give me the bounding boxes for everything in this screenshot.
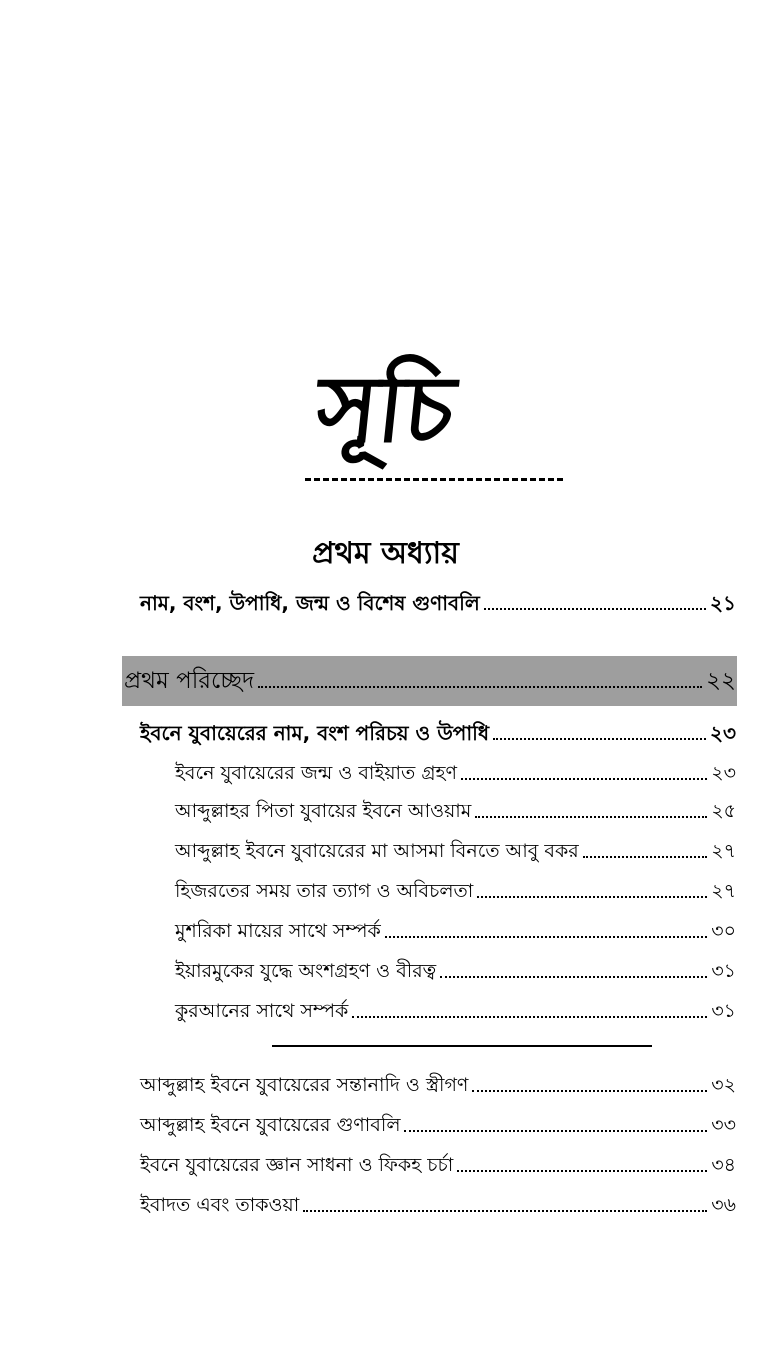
toc-entry-label: কুরআনের সাথে সম্পর্ক [175, 1000, 349, 1022]
toc-entry-label: হিজরতের সময় তার ত্যাগ ও অবিচলতা [175, 880, 474, 902]
toc-entry-page: ৩৩ [711, 1114, 736, 1136]
toc-section-label: প্রথম পরিচ্ছেদ [124, 668, 255, 694]
section-divider [272, 1045, 652, 1047]
dot-leader [477, 896, 707, 898]
toc-sub-entry [175, 794, 736, 828]
toc-sub-entry [175, 954, 736, 988]
dot-leader [583, 856, 708, 858]
page-title: সূচি [311, 356, 460, 463]
chapter-heading: প্রথম অধ্যায় [312, 536, 459, 571]
toc-entry-label: মুশরিকা মায়ের সাথে সম্পর্ক [175, 920, 381, 942]
toc-entry-page: ৩১ [711, 1000, 736, 1022]
toc-sub-entry [175, 874, 736, 908]
toc-entry-page: ৩০ [711, 920, 736, 942]
dot-leader [461, 778, 707, 780]
toc-entry [140, 1188, 736, 1222]
dot-leader [303, 1210, 707, 1212]
toc-entry-label: আব্দুল্লাহর পিতা যুবায়ের ইবনে আওয়াম [175, 800, 472, 822]
toc-entry-label: ইবনে যুবায়েরের জন্ম ও বাইয়াত গ্রহণ [175, 762, 458, 784]
toc-sub-entry [175, 834, 736, 868]
toc-entry-section-main [140, 716, 736, 750]
dot-leader [385, 936, 707, 938]
title-dashed-rule [305, 478, 563, 481]
dot-leader [457, 1170, 707, 1172]
toc-entry-page: ৩২ [711, 1074, 736, 1096]
toc-entry [140, 1108, 736, 1142]
toc-section-row [124, 664, 736, 698]
toc-sub-entry [175, 994, 736, 1028]
toc-sub-entry [175, 756, 736, 790]
toc-entry-label: আব্দুল্লাহ ইবনে যুবায়েরের সন্তানাদি ও স্ত্রীগণ [140, 1074, 469, 1096]
toc-entry-page: ২৭ [711, 840, 736, 862]
toc-entry-label: আব্দুল্লাহ ইবনে যুবায়েরের মা আসমা বিনতে আবু বকর [175, 840, 579, 862]
dot-leader [475, 816, 707, 818]
toc-entry-label: ইয়ারমুকের যুদ্ধে অংশগ্রহণ ও বীরত্ব [175, 960, 437, 982]
toc-entry-page: ৩১ [711, 960, 736, 982]
dot-leader [484, 608, 706, 610]
toc-entry [140, 1148, 736, 1182]
toc-section-page: ২২ [706, 668, 736, 694]
dot-leader [404, 1130, 707, 1132]
dot-leader [493, 738, 706, 740]
toc-entry-label: ইবাদত এবং তাকওয়া [140, 1194, 300, 1216]
dot-leader [472, 1090, 707, 1092]
toc-entry-page: ২৭ [711, 880, 736, 902]
toc-entry-chapter [140, 586, 736, 620]
toc-sub-entry [175, 914, 736, 948]
toc-entry-label: ইবনে যুবায়েরের জ্ঞান সাধনা ও ফিকহ চর্চা [140, 1154, 454, 1176]
toc-entry-page: ৩৬ [711, 1194, 736, 1216]
toc-entry-page: ২৫ [711, 800, 736, 822]
toc-entry-label: আব্দুল্লাহ ইবনে যুবায়েরের গুণাবলি [140, 1114, 401, 1136]
toc-entry-page: ২৩ [711, 762, 736, 784]
dot-leader [258, 686, 702, 688]
dot-leader [352, 1016, 707, 1018]
toc-entry-page: ২১ [710, 591, 736, 615]
toc-entry-page: ২৩ [709, 721, 736, 745]
dot-leader [440, 976, 707, 978]
toc-entry-page: ৩৪ [711, 1154, 736, 1176]
toc-entry-label: নাম, বংশ, উপাধি, জন্ম ও বিশেষ গুণাবলি [140, 591, 480, 615]
toc-entry-label: ইবনে যুবায়েরের নাম, বংশ পরিচয় ও উপাধি [140, 721, 490, 745]
toc-entry [140, 1068, 736, 1102]
